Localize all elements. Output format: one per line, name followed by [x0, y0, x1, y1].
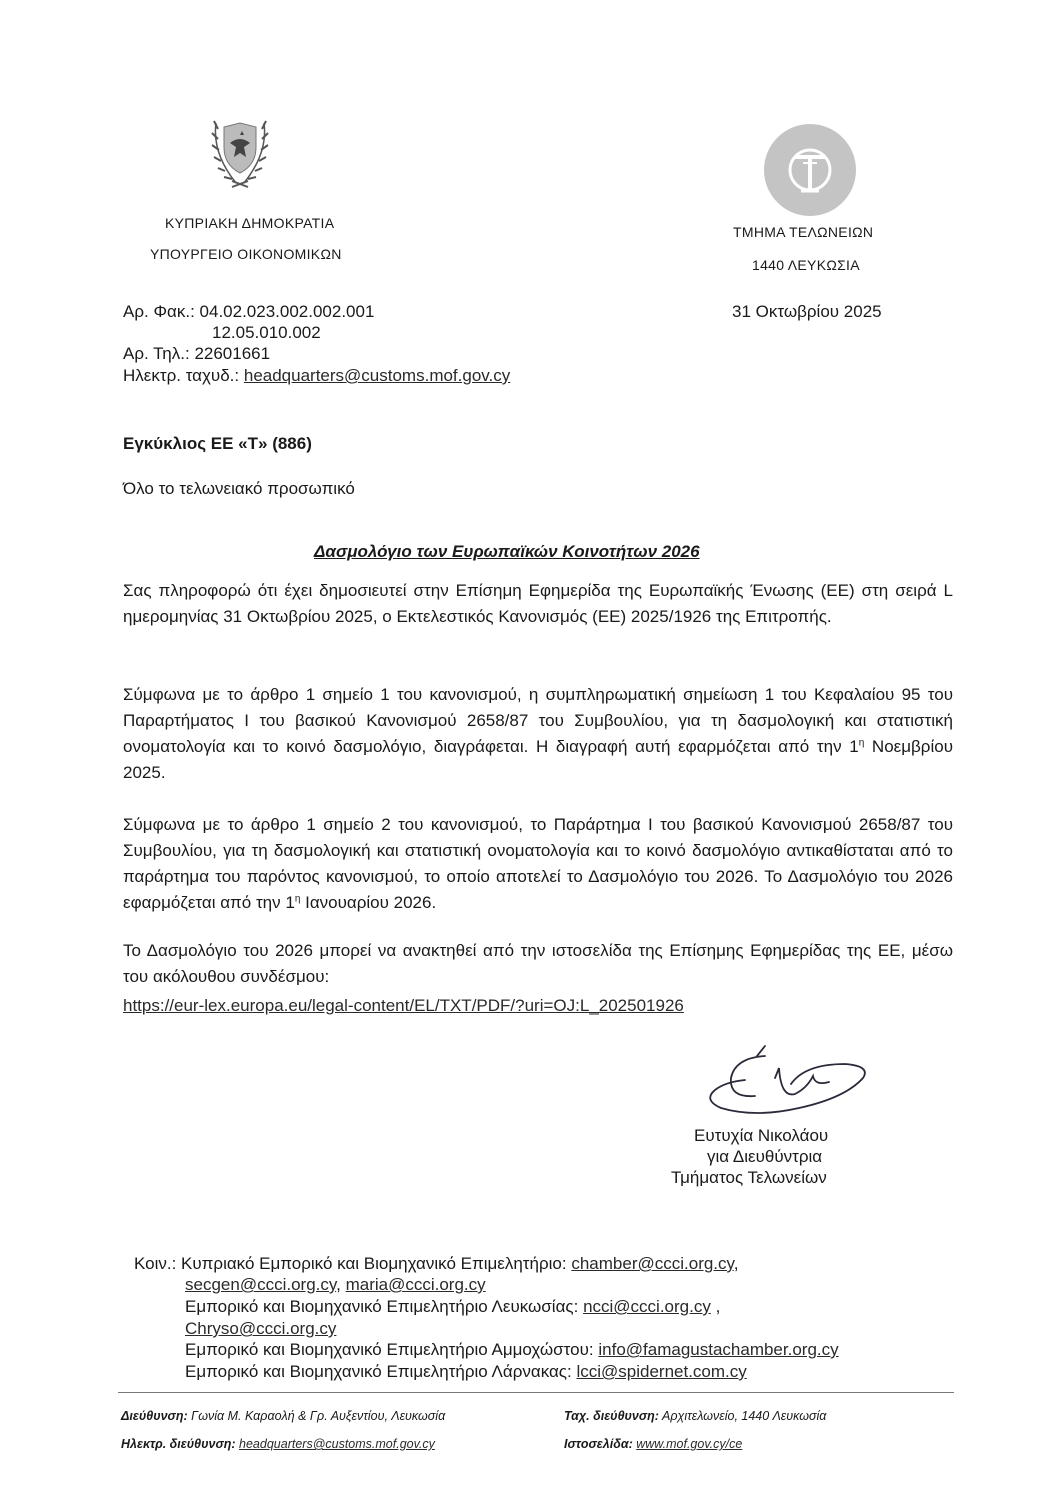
ministry-name: ΥΠΟΥΡΓΕΙΟ ΟΙΚΟΝΟΜΙΚΩΝ [150, 246, 342, 262]
paragraph-2 [123, 682, 953, 786]
cc-line-2 [185, 1275, 486, 1295]
footer-divider [118, 1392, 954, 1393]
cc-org-6: Εμπορικό και Βιομηχανικό Επιμελητήριο Λάρνακας: [185, 1362, 572, 1381]
paragraph-1 [123, 578, 953, 630]
footer-postal [564, 1409, 826, 1423]
file-ref-line [123, 301, 374, 322]
paragraph-2-text: Σύμφωνα με το άρθρο 1 σημείο 1 του κανονισμού, η συμπληρωματική σημείωση 1 του Κεφαλαίου 95 του Παραρτήματος Ι του βασικού Κανονισμού 2658/87 του Συμβουλίου, για τη δασμολογική και στατιστική ονοματολογία και το κοινό δασμολόγιο, διαγράφεται. Η διαγραφή αυτή εφαρμόζεται από την 1 [123, 685, 953, 756]
customs-seal-logo [763, 123, 857, 217]
cyprus-coat-of-arms-logo [200, 113, 280, 193]
footer-web-label: Ιστοσελίδα: [564, 1437, 633, 1451]
subject-title: Δασμολόγιο των Ευρωπαϊκών Κοινοτήτων 2026 [314, 542, 700, 561]
eur-lex-link[interactable]: https://eur-lex.europa.eu/legal-content/EL/TXT/PDF/?uri=OJ:L_202501926 [123, 996, 684, 1015]
footer-postal-label: Ταχ. διεύθυνση: [564, 1409, 659, 1423]
cc-org-3: Εμπορικό και Βιομηχανικό Επιμελητήριο Λευκωσίας: [185, 1297, 579, 1316]
footer-postal-value: Αρχιτελωνείο, 1440 Λευκωσία [662, 1409, 827, 1423]
footer-address-label: Διεύθυνση: [121, 1409, 188, 1423]
handwritten-signature [695, 1038, 895, 1128]
paragraph-4 [123, 938, 953, 990]
footer-email-link[interactable]: headquarters@customs.mof.gov.cy [239, 1437, 435, 1451]
circular-number: Εγκύκλιος ΕΕ «Τ» (886) [123, 434, 312, 453]
department-city: 1440 ΛΕΥΚΩΣΙΑ [752, 257, 860, 273]
paragraph-3-text: Σύμφωνα με το άρθρο 1 σημείο 2 του κανονισμού, το Παράρτημα Ι του βασικού Κανονισμού 2658/87 του Συμβουλίου, για τη δασμολογική και στατιστική ονοματολογία και το κοινό δασμολόγιο αντικαθίσταται από το παράρτημα του παρόντος κανονισμού, το οποίο αποτελεί το Δασμολόγιο του 2026. Το Δασμολόγιο του 2026 εφαρμόζεται από την 1 [123, 815, 953, 912]
cc-label: Κοιν.: [134, 1254, 177, 1273]
addressee: Όλο το τελωνειακό προσωπικό [123, 479, 355, 498]
cc-line-4 [185, 1319, 336, 1339]
signatory-name: Ευτυχία Νικολάου [694, 1126, 829, 1145]
paragraph-2-sup: η [858, 737, 865, 749]
org-name: ΚΥΠΡΙΑΚΗ ΔΗΜΟΚΡΑΤΙΑ [165, 215, 335, 231]
cc-line-5 [185, 1340, 839, 1360]
cc-email-chryso[interactable]: Chryso@ccci.org.cy [185, 1319, 337, 1338]
department-name: ΤΜΗΜΑ ΤΕΛΩΝΕΙΩΝ [733, 224, 874, 240]
cc-email-famagusta[interactable]: info@famagustachamber.org.cy [598, 1340, 839, 1359]
paragraph-3-end: Ιανουαρίου 2026. [300, 893, 437, 912]
footer-web-link[interactable]: www.mof.gov.cy/ce [636, 1437, 743, 1451]
file-ref-value-2: 12.05.010.002 [212, 323, 321, 342]
phone-value: 22601661 [194, 344, 271, 363]
cc-org-5: Εμπορικό και Βιομηχανικό Επιμελητήριο Αμμοχώστου: [185, 1340, 594, 1359]
signatory-role: για Διευθύντρια [707, 1147, 823, 1166]
email-line [123, 365, 510, 386]
cc-sep-2: , [336, 1275, 341, 1294]
paragraph-3-sup: η [294, 893, 301, 905]
cc-line-6 [185, 1362, 747, 1382]
footer-email [121, 1437, 435, 1451]
file-ref-label: Αρ. Φακ.: [123, 302, 195, 321]
footer-web [564, 1437, 742, 1451]
footer-address-value: Γωνία Μ. Καραολή & Γρ. Αυξεντίου, Λευκωσία [191, 1409, 446, 1423]
cc-email-chamber[interactable]: chamber@ccci.org.cy [571, 1254, 734, 1273]
cc-email-secgen[interactable]: secgen@ccci.org.cy [185, 1275, 337, 1294]
letter-date: 31 Οκτωβρίου 2025 [732, 302, 882, 321]
cc-email-ncci[interactable]: ncci@ccci.org.cy [583, 1297, 711, 1316]
paragraph-4-text: Το Δασμολόγιο του 2026 μπορεί να ανακτηθεί από την ιστοσελίδα της Επίσημης Εφημερίδας της ΕΕ, μέσω του ακόλουθου συνδέσμου: [123, 941, 953, 986]
email-label: Ηλεκτρ. ταχυδ.: [123, 366, 240, 385]
footer-email-label: Ηλεκτρ. διεύθυνση: [121, 1437, 236, 1451]
paragraph-3 [123, 812, 953, 916]
signatory-department: Τμήματος Τελωνείων [671, 1168, 827, 1187]
phone-label: Αρ. Τηλ.: [123, 344, 190, 363]
footer-address [121, 1409, 445, 1423]
cc-line-3 [185, 1297, 720, 1317]
cc-email-maria[interactable]: maria@ccci.org.cy [345, 1275, 486, 1294]
cc-email-lcci[interactable]: lcci@spidernet.com.cy [576, 1362, 747, 1381]
paragraph-2-end: Νοεμβρίου 2025. [123, 737, 954, 782]
paragraph-1-text: Σας πληροφορώ ότι έχει δημοσιευτεί στην Επίσημη Εφημερίδα της Ευρωπαϊκής Ένωσης (ΕΕ) στη σειρά L ημερομηνίας 31 Οκτωβρίου 2025, ο Εκτελεστικός Κανονισμός (ΕΕ) 2025/1926 της Επιτροπής. [123, 581, 953, 626]
cc-sep-1: , [733, 1254, 739, 1273]
email-link[interactable]: headquarters@customs.mof.gov.cy [243, 366, 511, 385]
file-ref-value-1: 04.02.023.002.002.001 [199, 302, 375, 321]
phone-line [123, 343, 270, 364]
cc-sep-3: , [710, 1297, 721, 1316]
cc-line-1 [134, 1254, 739, 1274]
cc-org-1: Κυπριακό Εμπορικό και Βιομηχανικό Επιμελητήριο: [181, 1254, 567, 1273]
